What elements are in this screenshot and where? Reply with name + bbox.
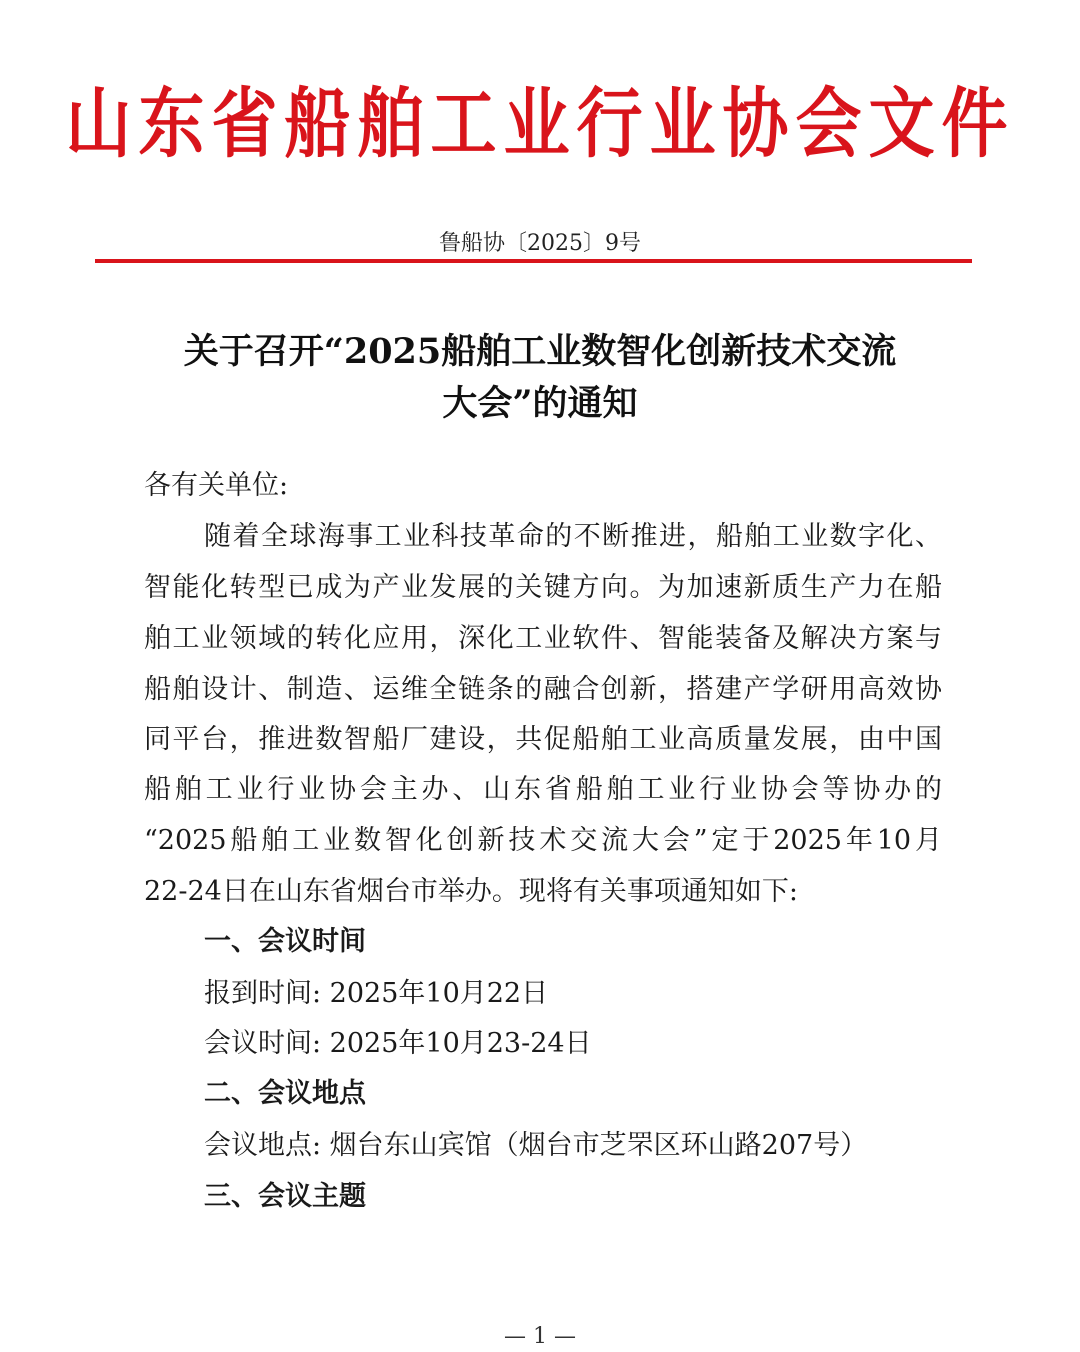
section-heading-meeting-location: 二、会议地点 (204, 1078, 366, 1109)
registration-time: 报到时间: 2025年10月22日 (204, 978, 549, 1009)
issuer-header-title: 山东省船舶工业行业协会文件 (65, 78, 1015, 169)
notice-title-line-2: 大会”的通知 (442, 383, 638, 424)
paragraph-line-8: 22-24日在山东省烟台市举办。现将有关事项通知如下: (144, 876, 798, 907)
meeting-location: 会议地点: 烟台东山宾馆（烟台市芝罘区环山路207号） (204, 1130, 868, 1161)
paragraph-line-5: 同平台，推进数智船厂建设，共促船舶工业高质量发展，由中国 (144, 724, 942, 755)
paragraph-line-6: 船舶工业行业协会主办、山东省船舶工业行业协会等协办的 (144, 774, 942, 805)
paragraph-line-7: “2025船舶工业数智化创新技术交流大会”定于2025年10月 (144, 825, 942, 856)
page-number: — 1 — (504, 1324, 576, 1349)
meeting-time: 会议时间: 2025年10月23-24日 (204, 1028, 592, 1059)
section-heading-meeting-theme: 三、会议主题 (204, 1181, 366, 1212)
salutation: 各有关单位: (144, 470, 289, 501)
red-divider-line (95, 259, 972, 263)
paragraph-line-2: 智能化转型已成为产业发展的关键方向。为加速新质生产力在船 (144, 572, 942, 603)
paragraph-line-1: 随着全球海事工业科技革命的不断推进，船舶工业数字化、 (204, 521, 942, 552)
paragraph-line-3: 舶工业领域的转化应用，深化工业软件、智能装备及解决方案与 (144, 623, 942, 654)
section-heading-meeting-time: 一、会议时间 (204, 926, 366, 957)
document-number: 鲁船协〔2025〕9号 (439, 231, 641, 256)
notice-title (120, 326, 960, 430)
paragraph-line-4: 船舶设计、制造、运维全链条的融合创新，搭建产学研用高效协 (144, 674, 942, 705)
notice-title-line-1: 关于召开“2025船舶工业数智化创新技术交流 (183, 331, 897, 372)
